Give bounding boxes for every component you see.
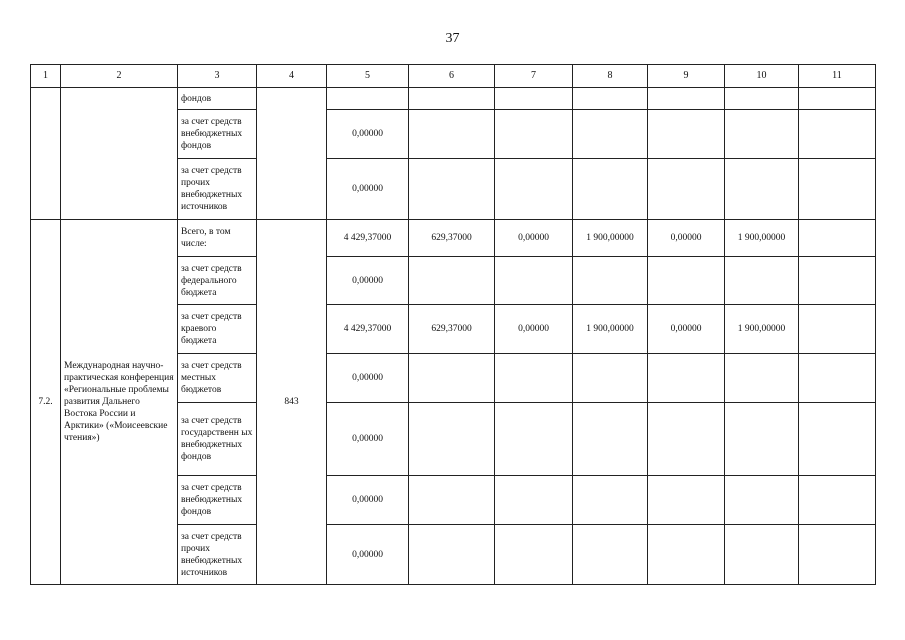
funding-source: за счет средств государственн ых внебюджетных фондов xyxy=(178,403,257,476)
value-cell xyxy=(648,159,725,220)
value-cell xyxy=(495,110,573,159)
column-header: 11 xyxy=(799,65,876,88)
value-cell xyxy=(573,110,648,159)
value-cell: 1 900,00000 xyxy=(725,220,799,257)
header-row xyxy=(31,65,876,88)
column-header: 2 xyxy=(61,65,178,88)
column-header: 4 xyxy=(257,65,327,88)
value-cell xyxy=(409,257,495,305)
value-cell: 0,00000 xyxy=(327,525,409,585)
value-cell xyxy=(725,159,799,220)
value-cell xyxy=(573,88,648,110)
value-cell xyxy=(495,354,573,403)
value-cell: 1 900,00000 xyxy=(725,305,799,354)
value-cell xyxy=(409,525,495,585)
value-cell xyxy=(648,403,725,476)
column-header: 5 xyxy=(327,65,409,88)
value-cell xyxy=(495,403,573,476)
value-cell: 1 900,00000 xyxy=(573,220,648,257)
value-cell xyxy=(409,354,495,403)
value-cell xyxy=(409,110,495,159)
funding-source: Всего, в том числе: xyxy=(178,220,257,257)
value-cell: 0,00000 xyxy=(648,305,725,354)
value-cell: 0,00000 xyxy=(495,305,573,354)
value-cell: 629,37000 xyxy=(409,220,495,257)
value-cell xyxy=(409,403,495,476)
value-cell xyxy=(725,403,799,476)
value-cell xyxy=(799,220,876,257)
value-cell: 4 429,37000 xyxy=(327,220,409,257)
value-cell xyxy=(799,354,876,403)
value-cell xyxy=(799,88,876,110)
item-code: 843 xyxy=(257,220,327,585)
column-header: 9 xyxy=(648,65,725,88)
column-header: 3 xyxy=(178,65,257,88)
code-cell xyxy=(257,88,327,220)
value-cell xyxy=(495,476,573,525)
value-cell: 0,00000 xyxy=(327,159,409,220)
value-cell: 1 900,00000 xyxy=(573,305,648,354)
column-header: 10 xyxy=(725,65,799,88)
value-cell xyxy=(725,257,799,305)
column-header: 1 xyxy=(31,65,61,88)
value-cell: 0,00000 xyxy=(327,257,409,305)
value-cell xyxy=(799,403,876,476)
budget-table xyxy=(30,64,876,585)
value-cell: 0,00000 xyxy=(327,476,409,525)
value-cell xyxy=(648,525,725,585)
value-cell xyxy=(648,88,725,110)
value-cell xyxy=(327,88,409,110)
value-cell: 0,00000 xyxy=(648,220,725,257)
value-cell xyxy=(573,257,648,305)
item-name-cell xyxy=(61,88,178,220)
value-cell xyxy=(799,257,876,305)
column-header: 6 xyxy=(409,65,495,88)
value-cell xyxy=(725,88,799,110)
value-cell xyxy=(495,88,573,110)
value-cell xyxy=(799,159,876,220)
item-name: Международная научно-практическая конференция «Региональные проблемы развития Дальнего Востока России и Арктики» («Моисеевские чтения») xyxy=(61,220,178,585)
value-cell xyxy=(648,110,725,159)
value-cell xyxy=(409,476,495,525)
value-cell: 0,00000 xyxy=(327,110,409,159)
table-row xyxy=(31,220,876,257)
value-cell xyxy=(573,354,648,403)
value-cell xyxy=(409,88,495,110)
funding-source: за счет средств прочих внебюджетных источников xyxy=(178,159,257,220)
funding-source: за счет средств федерального бюджета xyxy=(178,257,257,305)
value-cell: 629,37000 xyxy=(409,305,495,354)
value-cell xyxy=(725,110,799,159)
value-cell xyxy=(648,354,725,403)
value-cell: 4 429,37000 xyxy=(327,305,409,354)
value-cell xyxy=(495,159,573,220)
value-cell xyxy=(725,354,799,403)
value-cell xyxy=(648,257,725,305)
value-cell xyxy=(573,525,648,585)
column-header: 8 xyxy=(573,65,648,88)
page-number: 37 xyxy=(445,31,460,46)
value-cell xyxy=(573,403,648,476)
item-number-cell xyxy=(31,88,61,220)
value-cell xyxy=(495,525,573,585)
funding-source: за счет средств местных бюджетов xyxy=(178,354,257,403)
value-cell: 0,00000 xyxy=(327,403,409,476)
value-cell xyxy=(799,525,876,585)
value-cell xyxy=(495,257,573,305)
value-cell xyxy=(799,476,876,525)
value-cell xyxy=(725,525,799,585)
value-cell xyxy=(799,305,876,354)
funding-source: фондов xyxy=(178,88,257,110)
item-number: 7.2. xyxy=(31,220,61,585)
value-cell xyxy=(648,476,725,525)
funding-source: за счет средств краевого бюджета xyxy=(178,305,257,354)
value-cell xyxy=(573,476,648,525)
table-row xyxy=(31,88,876,110)
value-cell xyxy=(725,476,799,525)
value-cell: 0,00000 xyxy=(495,220,573,257)
funding-source: за счет средств прочих внебюджетных источников xyxy=(178,525,257,585)
column-header: 7 xyxy=(495,65,573,88)
value-cell xyxy=(799,110,876,159)
value-cell xyxy=(573,159,648,220)
funding-source: за счет средств внебюджетных фондов xyxy=(178,476,257,525)
value-cell xyxy=(409,159,495,220)
funding-source: за счет средств внебюджетных фондов xyxy=(178,110,257,159)
value-cell: 0,00000 xyxy=(327,354,409,403)
